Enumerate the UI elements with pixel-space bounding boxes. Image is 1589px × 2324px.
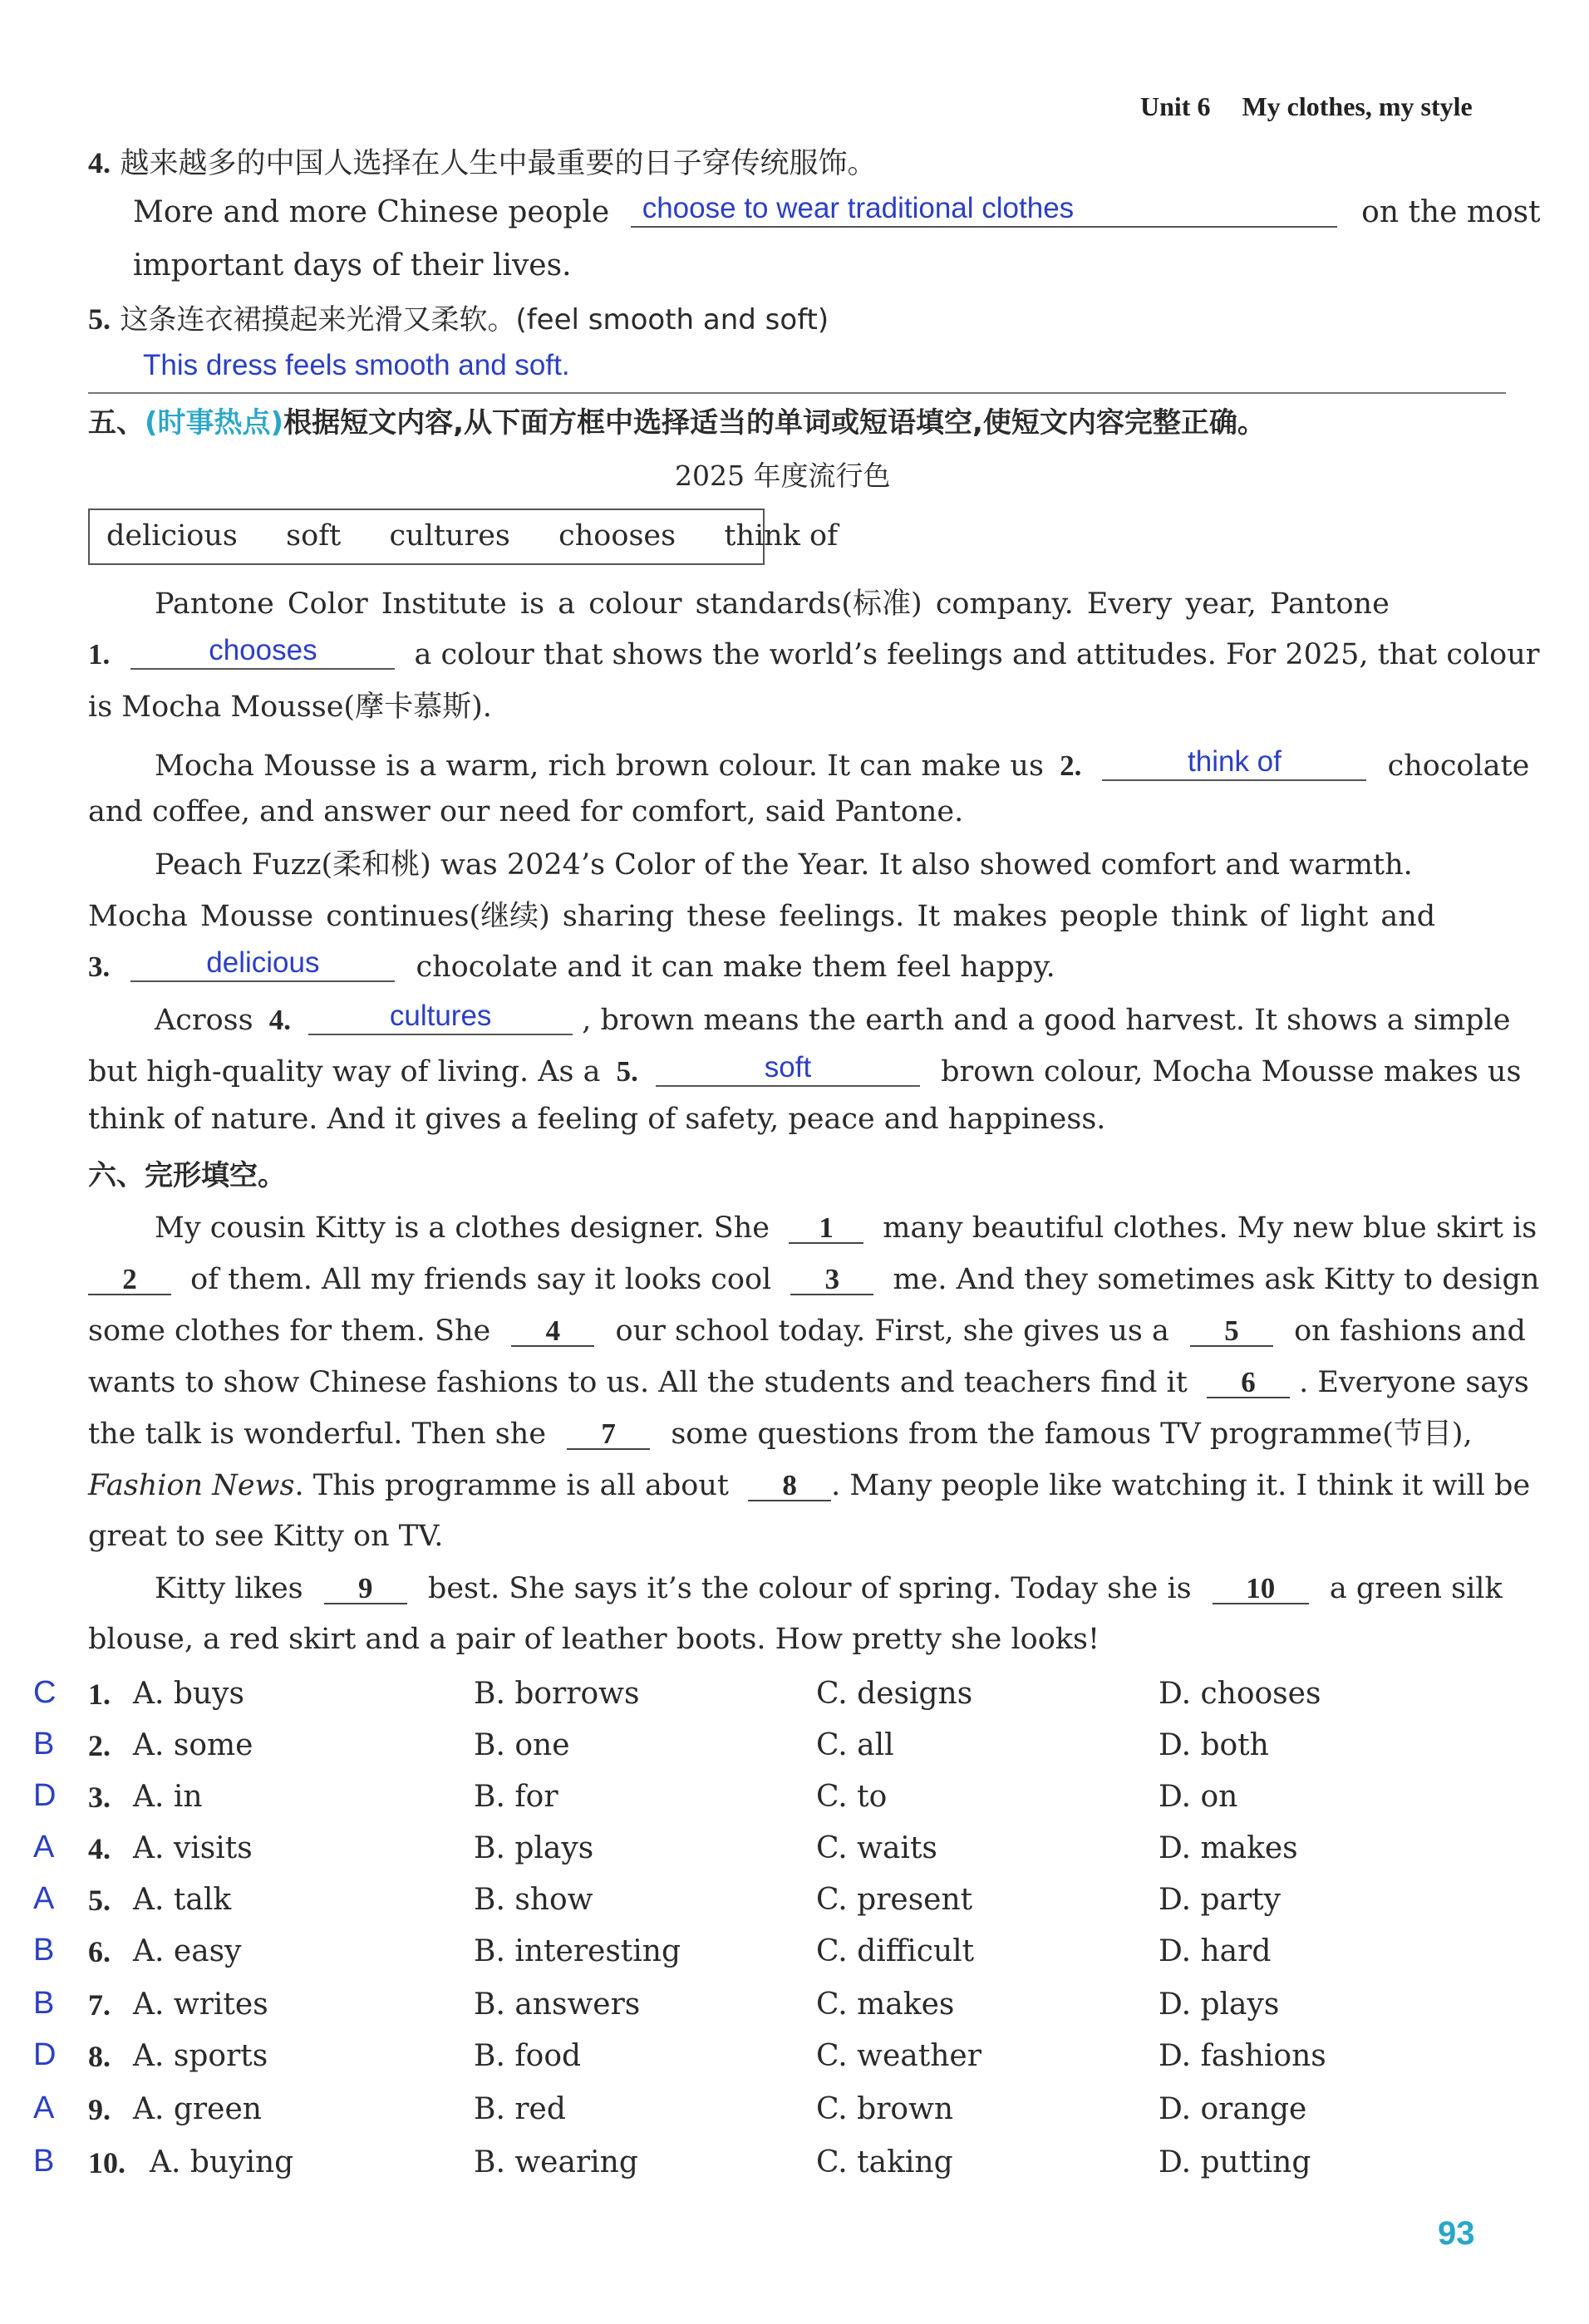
cloze-line9: blouse, a red skirt and a pair of leather boots. How pretty she looks! (88, 1623, 1100, 1656)
option-a[interactable]: A. buying (150, 2145, 294, 2179)
word-option: cultures (389, 519, 510, 553)
answer-blank-5[interactable] (656, 1052, 920, 1087)
cloze-line5: the talk is wonderful. Then she 7 some questions from the famous TV programme(节目), (88, 1417, 1473, 1451)
option-d[interactable]: D. fashions (1159, 2039, 1326, 2073)
option-d[interactable]: D. party (1159, 1883, 1281, 1917)
question-4-cn: 4. 越来越多的中国人选择在人生中最重要的日子穿传统服饰。 (88, 146, 877, 180)
option-a[interactable]: A. green (133, 2092, 262, 2126)
option-a[interactable]: A. writes (133, 1987, 268, 2022)
option-b[interactable]: B. red (474, 2092, 566, 2126)
handwritten-answer: C (33, 1675, 57, 1710)
answer-5: soft (764, 1051, 812, 1083)
passage-p2-line1: Mocha Mousse is a warm, rich brown colour. It can make us 2. think of chocolate (155, 745, 1530, 783)
cloze-blank-3[interactable]: 3 (790, 1265, 873, 1295)
answer-blank-2[interactable] (1102, 746, 1366, 781)
option-a[interactable]: A. easy (133, 1934, 242, 1968)
word-option: chooses (558, 519, 676, 553)
option-b[interactable]: B. answers (474, 1987, 641, 2022)
option-a[interactable]: A. sports (133, 2039, 268, 2073)
option-d[interactable]: D. plays (1159, 1987, 1280, 2022)
word-box-items (106, 519, 839, 553)
passage-p4-line1: Across 4. cultures , brown means the earth and a good harvest. It shows a simple (155, 1000, 1511, 1037)
answer-3: delicious (206, 946, 320, 979)
answer-2: think of (1188, 745, 1282, 778)
option-c[interactable]: C. taking (816, 2145, 953, 2179)
handwritten-answer: B (33, 1933, 55, 1968)
passage-title: 2025 年度流行色 (675, 459, 891, 492)
option-b[interactable]: B. plays (474, 1831, 594, 1865)
option-a[interactable]: A. buys (133, 1677, 244, 1711)
option-d[interactable]: D. chooses (1159, 1677, 1321, 1711)
question-5-cn: 5. 这条连衣裙摸起来光滑又柔软。(feel smooth and soft) (88, 302, 829, 337)
option-a[interactable]: A. talk (133, 1883, 232, 1917)
option-b[interactable]: B. borrows (474, 1677, 640, 1711)
answer-4: cultures (389, 1000, 492, 1032)
page-number: 93 (1438, 2215, 1475, 2252)
programme-name: Fashion News (88, 1469, 295, 1502)
option-d[interactable]: D. orange (1159, 2092, 1307, 2126)
passage-p2-line2: and coffee, and answer our need for comfort, said Pantone. (88, 795, 964, 828)
option-b[interactable]: B. interesting (474, 1934, 681, 1968)
option-c[interactable]: C. waits (816, 1831, 937, 1865)
answer-line-q5 (88, 392, 1506, 394)
passage-p1-line2: 1. chooses a colour that shows the world’s feelings and attitudes. For 2025, that colour (88, 634, 1540, 671)
option-c[interactable]: C. weather (816, 2039, 981, 2073)
option-b[interactable]: B. one (474, 1728, 570, 1762)
word-option: soft (286, 519, 342, 553)
handwritten-answer: A (33, 1881, 55, 1916)
option-c[interactable]: C. present (816, 1883, 973, 1917)
option-c[interactable]: C. brown (816, 2092, 954, 2126)
cloze-blank-2[interactable]: 2 (88, 1265, 171, 1295)
cloze-blank-9[interactable]: 9 (324, 1574, 407, 1604)
cloze-line4: wants to show Chinese fashions to us. All the students and teachers find it 6 . Everyone says (88, 1366, 1529, 1399)
option-c[interactable]: C. all (816, 1728, 894, 1762)
word-option: delicious (106, 519, 238, 553)
cloze-blank-10[interactable]: 10 (1213, 1574, 1309, 1604)
handwritten-answer: D (33, 2037, 57, 2072)
option-b[interactable]: B. for (474, 1780, 558, 1814)
cloze-blank-4[interactable]: 4 (511, 1316, 594, 1347)
option-a[interactable]: A. in (133, 1780, 203, 1814)
unit-title: My clothes, my style (1242, 91, 1473, 121)
passage-p4-line3: think of nature. And it gives a feeling of safety, peace and happiness. (88, 1103, 1106, 1136)
handwritten-answer: D (33, 1778, 57, 1813)
option-b[interactable]: B. wearing (474, 2145, 638, 2179)
passage-p3-line1: Peach Fuzz(柔和桃) was 2024’s Color of the Year. It also showed comfort and warmth. (155, 848, 1413, 882)
section-6-heading: 六、完形填空。 (88, 1159, 286, 1192)
option-c[interactable]: C. to (816, 1780, 888, 1814)
passage-p4-line2: but high-quality way of living. As a 5. soft brown colour, Mocha Mousse makes us (88, 1051, 1522, 1088)
option-d[interactable]: D. makes (1159, 1831, 1298, 1865)
cloze-blank-5[interactable]: 5 (1190, 1316, 1273, 1347)
option-c[interactable]: C. designs (816, 1677, 973, 1711)
passage-p3-line3: 3. delicious chocolate and it can make them feel happy. (88, 946, 1055, 984)
handwritten-answer: B (33, 1727, 55, 1761)
question-4-en-line1: More and more Chinese people choose to wear traditional clothes on the most (133, 192, 1541, 229)
option-d[interactable]: D. on (1159, 1780, 1238, 1814)
cloze-blank-8[interactable]: 8 (748, 1471, 831, 1501)
option-d[interactable]: D. hard (1159, 1934, 1272, 1968)
cloze-blank-7[interactable]: 7 (567, 1419, 650, 1450)
cloze-line6: Fashion News. This programme is all about 8 . Many people like watching it. I think it will be (88, 1469, 1531, 1502)
current-affairs-tag: (时事热点) (145, 406, 284, 440)
handwritten-answer: A (33, 1830, 55, 1865)
question-4-en-line2: important days of their lives. (133, 248, 572, 283)
word-option: think of (724, 519, 839, 553)
cloze-line1: My cousin Kitty is a clothes designer. She 1 many beautiful clothes. My new blue skirt is (155, 1211, 1537, 1245)
cloze-blank-6[interactable]: 6 (1207, 1368, 1290, 1398)
answer-blank-4[interactable] (308, 1000, 573, 1035)
answer-blank-1[interactable] (130, 635, 395, 670)
option-d[interactable]: D. both (1159, 1728, 1269, 1762)
cloze-line8: Kitty likes 9 best. She says it’s the colour of spring. Today she is 10 a green silk (155, 1572, 1503, 1605)
cloze-line7: great to see Kitty on TV. (88, 1520, 444, 1553)
unit-label: Unit 6 (1140, 91, 1211, 121)
handwritten-answer: A (33, 2091, 55, 2125)
passage-p1-line1: Pantone Color Institute is a colour standards(标准) company. Every year, Pantone (155, 587, 1390, 621)
running-header (1140, 91, 1473, 122)
cloze-blank-1[interactable]: 1 (789, 1213, 863, 1244)
option-a[interactable]: A. visits (133, 1831, 253, 1865)
handwritten-answer: B (33, 1986, 55, 2021)
answer-1: chooses (209, 634, 317, 666)
passage-p1-line3: is Mocha Mousse(摩卡慕斯). (88, 690, 492, 724)
option-b[interactable]: B. show (474, 1883, 593, 1917)
cloze-line3: some clothes for them. She 4 our school today. First, she gives us a 5 on fashions and (88, 1314, 1526, 1348)
option-a[interactable]: A. some (133, 1728, 253, 1762)
answer-q4: choose to wear traditional clothes (642, 192, 1075, 224)
answer-q5: This dress feels smooth and soft. (143, 349, 570, 381)
handwritten-answer: B (33, 2144, 55, 2179)
section-5-heading: 五、(时事热点)根据短文内容,从下面方框中选择适当的单词或短语填空,使短文内容完整正确。 (88, 406, 1266, 440)
cloze-line2: 2 of them. All my friends say it looks cool 3 me. And they sometimes ask Kitty to design (88, 1265, 1539, 1295)
option-d[interactable]: D. putting (1159, 2145, 1311, 2179)
answer-blank-3[interactable] (130, 947, 395, 982)
option-c[interactable]: C. makes (816, 1987, 955, 2022)
answer-blank-q4[interactable] (631, 193, 1337, 228)
option-b[interactable]: B. food (474, 2039, 582, 2073)
passage-p3-line2: Mocha Mousse continues(继续) sharing these feelings. It makes people think of light and (88, 900, 1436, 933)
option-c[interactable]: C. difficult (816, 1934, 975, 1968)
